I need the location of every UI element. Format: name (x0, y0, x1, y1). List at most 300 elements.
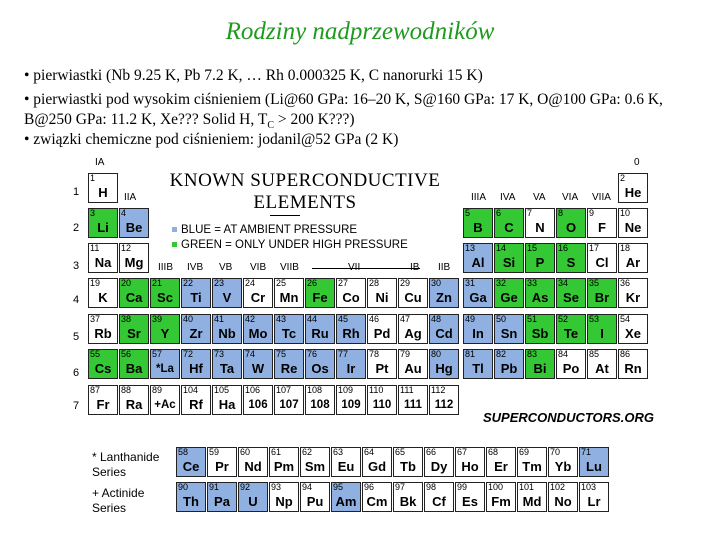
atomic-number: 35 (589, 278, 600, 288)
atomic-number: 15 (527, 243, 538, 253)
element-cell (336, 314, 366, 344)
element-symbol: Pt (375, 361, 389, 376)
element-cell (579, 447, 609, 477)
element-symbol: Mg (124, 255, 144, 270)
bullet-high-pressure: • pierwiastki pod wysokim ciśnieniem (Li@60 GPa: 16–20 K, S@160 GPa: 17 K, O@100 GPa: 0.6 K, B@250 GPa: 11.2 K, Xe??? Solid H, $T_C > 200$ K???) (24, 91, 663, 132)
element-symbol: Gd (367, 459, 387, 474)
group-label: IIIA (471, 192, 487, 203)
element-cell (393, 447, 423, 477)
atomic-number: 9 (589, 208, 595, 218)
atomic-number: 111 (400, 385, 414, 395)
atomic-number: 28 (369, 278, 380, 288)
element-cell (150, 349, 180, 379)
element-symbol: W (251, 361, 265, 376)
atomic-number: 69 (519, 447, 530, 457)
element-symbol: Yb (554, 459, 572, 474)
atomic-number: 60 (240, 447, 251, 457)
element-symbol: Th (183, 494, 199, 509)
atomic-number: 31 (465, 278, 476, 288)
element-symbol: 106 (248, 399, 268, 411)
element-symbol: Na (94, 255, 112, 270)
group-label: VIIB (280, 262, 299, 273)
element-cell (362, 482, 392, 512)
group-label: IA (95, 157, 105, 168)
atomic-number: 58 (178, 447, 189, 457)
element-symbol: Se (563, 290, 579, 305)
element-symbol: V (222, 290, 232, 305)
element-cell (300, 482, 330, 512)
atomic-number: 27 (338, 278, 349, 288)
element-symbol: Nb (218, 326, 236, 341)
element-cell (243, 349, 273, 379)
group-label: IIB (438, 262, 451, 273)
element-symbol: Ti (190, 290, 202, 305)
element-cell (494, 278, 524, 308)
atomic-number: 97 (395, 482, 406, 492)
element-cell (486, 482, 516, 512)
element-cell (494, 349, 524, 379)
atomic-number: 71 (581, 447, 592, 457)
atomic-number: 51 (527, 314, 538, 324)
element-cell (556, 349, 586, 379)
element-cell (336, 349, 366, 379)
element-symbol: Os (311, 361, 329, 376)
element-symbol: Hg (435, 361, 453, 376)
atomic-number: 19 (90, 278, 101, 288)
element-cell (367, 278, 397, 308)
element-symbol: Es (462, 494, 478, 509)
element-symbol: S (566, 255, 576, 270)
element-symbol: Ni (375, 290, 389, 305)
element-symbol: Po (562, 361, 580, 376)
element-cell (494, 243, 524, 273)
element-cell (88, 314, 118, 344)
element-symbol: Ha (218, 397, 236, 412)
element-cell (274, 349, 304, 379)
element-symbol: O (565, 220, 577, 235)
element-cell (331, 482, 361, 512)
atomic-number: 25 (276, 278, 287, 288)
element-cell (424, 447, 454, 477)
element-symbol: Ga (469, 290, 487, 305)
group-label: VIA (562, 192, 579, 203)
element-symbol: In (472, 326, 484, 341)
element-cell (579, 482, 609, 512)
element-cell (548, 447, 578, 477)
element-cell (618, 349, 648, 379)
element-cell (556, 208, 586, 238)
atomic-number: 38 (121, 314, 132, 324)
element-cell (88, 278, 118, 308)
period-number: 3 (73, 260, 80, 272)
atomic-number: 76 (307, 349, 318, 359)
element-cell (88, 243, 118, 273)
atomic-number: 67 (457, 447, 468, 457)
atomic-number: 22 (183, 278, 194, 288)
element-symbol: Cl (595, 255, 609, 270)
element-symbol: Sc (157, 290, 173, 305)
element-symbol: Cm (366, 494, 388, 509)
element-cell (119, 243, 149, 273)
element-cell (88, 173, 118, 203)
atomic-number: 82 (496, 349, 507, 359)
atomic-number: 55 (90, 349, 101, 359)
atomic-number: 70 (550, 447, 561, 457)
atomic-number: 8 (558, 208, 564, 218)
atomic-number: 112 (431, 385, 446, 395)
element-symbol: Te (563, 326, 579, 341)
element-cell (119, 349, 149, 379)
element-symbol: N (535, 220, 545, 235)
element-cell (587, 208, 617, 238)
atomic-number: 108 (307, 385, 323, 395)
element-symbol: Al (471, 255, 485, 270)
element-symbol: Nd (244, 459, 262, 474)
element-symbol: As (531, 290, 549, 305)
element-symbol: Pd (373, 326, 391, 341)
element-symbol: Pr (215, 459, 229, 474)
atomic-number: 1 (90, 173, 96, 183)
element-symbol: K (98, 290, 108, 305)
element-cell (463, 208, 493, 238)
element-symbol: Zn (436, 290, 452, 305)
element-symbol: Co (342, 290, 360, 305)
atomic-number: 50 (496, 314, 507, 324)
legend-blue-swatch (172, 227, 177, 232)
atomic-number: 36 (620, 278, 631, 288)
element-cell (517, 482, 547, 512)
element-cell (119, 208, 149, 238)
element-cell (463, 314, 493, 344)
group-label: IVA (500, 192, 516, 203)
atomic-number: 44 (307, 314, 318, 324)
atomic-number: 88 (121, 385, 132, 395)
element-cell (238, 482, 268, 512)
atomic-number: 59 (209, 447, 220, 457)
element-symbol: Ra (125, 397, 143, 412)
atomic-number: 92 (240, 482, 251, 492)
element-symbol: I (600, 326, 604, 341)
atomic-number: 61 (271, 447, 282, 457)
element-symbol: Cu (404, 290, 422, 305)
atomic-number: 34 (558, 278, 569, 288)
element-cell (424, 482, 454, 512)
element-symbol: Li (97, 220, 109, 235)
element-cell (88, 385, 118, 415)
atomic-number: 29 (400, 278, 411, 288)
atomic-number: 83 (527, 349, 538, 359)
group-label: IVB (187, 262, 204, 273)
atomic-number: 99 (457, 482, 468, 492)
element-symbol: He (624, 185, 642, 200)
element-symbol: Lu (586, 459, 602, 474)
element-cell (486, 447, 516, 477)
element-cell (548, 482, 578, 512)
element-cell (207, 447, 237, 477)
element-symbol: 109 (341, 399, 361, 411)
atomic-number: 75 (276, 349, 287, 359)
atomic-number: 37 (90, 314, 101, 324)
atomic-number: 103 (581, 482, 597, 492)
element-cell (119, 314, 149, 344)
atomic-number: 79 (400, 349, 411, 359)
element-cell (88, 349, 118, 379)
group-label: VIIA (592, 192, 611, 203)
element-cell (150, 385, 180, 415)
atomic-number: 102 (550, 482, 566, 492)
element-cell (517, 447, 547, 477)
atomic-number: 17 (589, 243, 600, 253)
element-cell (398, 385, 428, 415)
atomic-number: 45 (338, 314, 349, 324)
element-cell (463, 278, 493, 308)
atomic-number: 68 (488, 447, 499, 457)
atomic-number: 98 (426, 482, 437, 492)
element-cell (494, 314, 524, 344)
element-symbol: Ta (219, 361, 235, 376)
element-cell (429, 314, 459, 344)
element-cell (398, 278, 428, 308)
element-symbol: C (504, 220, 514, 235)
atomic-number: 96 (364, 482, 375, 492)
atomic-number: 41 (214, 314, 225, 324)
atomic-number: 48 (431, 314, 442, 324)
element-symbol: Br (594, 290, 610, 305)
element-cell (618, 243, 648, 273)
group-label: VA (533, 192, 546, 203)
group-label: IIA (124, 192, 137, 203)
element-cell (398, 349, 428, 379)
element-symbol: Ag (404, 326, 422, 341)
element-symbol: B (473, 220, 483, 235)
legend-green (172, 239, 408, 251)
element-cell (336, 278, 366, 308)
atomic-number: 74 (245, 349, 256, 359)
element-cell (305, 278, 335, 308)
element-cell (455, 447, 485, 477)
atomic-number: 20 (121, 278, 132, 288)
element-cell (243, 314, 273, 344)
element-symbol: 108 (310, 399, 330, 411)
element-cell (556, 314, 586, 344)
bullet-compounds: • związki chemiczne pod ciśnieniem: jodanil@52 GPa (2 K) (24, 131, 399, 148)
element-symbol: Pa (214, 494, 230, 509)
atomic-number: 77 (338, 349, 349, 359)
element-cell (274, 385, 304, 415)
element-symbol: Au (404, 361, 422, 376)
atomic-number: 11 (90, 243, 100, 253)
element-cell (618, 314, 648, 344)
element-cell (207, 482, 237, 512)
element-cell (238, 447, 268, 477)
atomic-number: 30 (431, 278, 442, 288)
atomic-number: 2 (620, 173, 626, 183)
element-symbol: Y (160, 326, 170, 341)
element-cell (212, 349, 242, 379)
element-symbol: Pu (306, 494, 324, 509)
element-symbol: Fr (96, 397, 110, 412)
element-cell (305, 385, 335, 415)
element-symbol: Am (335, 494, 357, 509)
legend-blue-text: BLUE = AT AMBIENT PRESSURE (181, 224, 358, 236)
element-symbol: Be (125, 220, 143, 235)
table-heading-line2: ELEMENTS (253, 192, 357, 213)
element-cell (181, 278, 211, 308)
element-symbol: Ge (500, 290, 518, 305)
period-number: 7 (73, 400, 80, 412)
element-symbol: Rb (94, 326, 112, 341)
atomic-number: 100 (488, 482, 504, 492)
atomic-number: 16 (558, 243, 569, 253)
period-number: 2 (73, 222, 80, 234)
element-cell (618, 278, 648, 308)
element-symbol: Re (280, 361, 298, 376)
atomic-number: 106 (245, 385, 261, 395)
element-cell (587, 314, 617, 344)
atomic-number: 93 (271, 482, 282, 492)
element-cell (429, 349, 459, 379)
element-cell (274, 314, 304, 344)
element-symbol: Mn (279, 290, 299, 305)
element-symbol: Cf (432, 494, 446, 509)
element-cell (269, 447, 299, 477)
element-symbol: Kr (625, 290, 641, 305)
element-cell (362, 447, 392, 477)
element-symbol: Lr (587, 494, 601, 509)
lanthanide-label: * Lanthanide Series (92, 450, 160, 479)
element-symbol: Si (502, 255, 516, 270)
element-cell (150, 314, 180, 344)
table-heading-line1: KNOWN SUPERCONDUCTIVE (169, 170, 441, 191)
atomic-number: 109 (338, 385, 354, 395)
element-symbol: Hf (189, 361, 203, 376)
element-cell (367, 385, 397, 415)
element-symbol: Sm (304, 459, 326, 474)
element-symbol: Zr (189, 326, 203, 341)
atomic-number: 43 (276, 314, 287, 324)
atomic-number: 23 (214, 278, 225, 288)
element-symbol: Tc (281, 326, 297, 341)
element-symbol: No (554, 494, 572, 509)
element-symbol: 107 (279, 399, 299, 411)
group-label: VIB (250, 262, 267, 273)
atomic-number: 87 (90, 385, 101, 395)
element-symbol: Eu (337, 459, 355, 474)
element-symbol: At (595, 361, 609, 376)
element-symbol: Ir (346, 361, 356, 376)
element-symbol: H (98, 185, 108, 200)
element-cell (119, 385, 149, 415)
element-symbol: Ar (625, 255, 641, 270)
atomic-number: 101 (519, 482, 535, 492)
element-symbol: Cs (94, 361, 112, 376)
element-cell (305, 349, 335, 379)
element-cell (455, 482, 485, 512)
atomic-number: 33 (527, 278, 538, 288)
atomic-number: 46 (369, 314, 380, 324)
atomic-number: 32 (496, 278, 507, 288)
atomic-number: 63 (333, 447, 344, 457)
element-cell (463, 349, 493, 379)
element-cell (331, 447, 361, 477)
atomic-number: 85 (589, 349, 600, 359)
element-symbol: Md (522, 494, 542, 509)
element-cell (212, 385, 242, 415)
element-symbol: 111 (404, 399, 422, 411)
period-number: 4 (73, 294, 80, 306)
element-symbol: P (535, 255, 545, 270)
atomic-number: 6 (496, 208, 502, 218)
element-cell (181, 314, 211, 344)
atomic-number: 12 (121, 243, 132, 253)
atomic-number: 47 (400, 314, 411, 324)
atomic-number: 40 (183, 314, 194, 324)
atomic-number: 78 (369, 349, 380, 359)
element-cell (300, 447, 330, 477)
element-symbol: U (248, 494, 258, 509)
element-symbol: Sn (500, 326, 518, 341)
legend-green-swatch (172, 242, 177, 247)
element-cell (525, 243, 555, 273)
element-cell (587, 278, 617, 308)
atomic-number: 84 (558, 349, 569, 359)
element-symbol: Tl (472, 361, 484, 376)
element-cell (212, 314, 242, 344)
element-cell (398, 314, 428, 344)
element-cell (274, 278, 304, 308)
element-symbol: Ce (182, 459, 200, 474)
atomic-number: 52 (558, 314, 569, 324)
element-symbol: *La (156, 363, 174, 375)
group-label: 0 (634, 157, 640, 168)
element-symbol: Tm (522, 459, 542, 474)
atomic-number: 10 (620, 208, 631, 218)
atomic-number: 104 (183, 385, 199, 395)
atomic-number: 105 (214, 385, 230, 395)
atomic-number: 86 (620, 349, 631, 359)
atomic-number: 94 (302, 482, 313, 492)
element-cell (494, 208, 524, 238)
bullet-elements: • pierwiastki (Nb 9.25 K, Pb 7.2 K, … Rh 0.000325 K, C nanorurki 15 K) (24, 67, 483, 84)
legend-green-text: GREEN = ONLY UNDER HIGH PRESSURE (181, 239, 408, 251)
element-cell (269, 482, 299, 512)
atomic-number: 57 (152, 349, 163, 359)
element-symbol: Pm (273, 459, 295, 474)
atomic-number: 89 (152, 385, 163, 395)
element-symbol: Pb (500, 361, 518, 376)
element-cell (525, 349, 555, 379)
element-symbol: Cr (250, 290, 266, 305)
element-cell (618, 208, 648, 238)
element-symbol: Er (494, 459, 508, 474)
heading-underline (270, 215, 300, 216)
atomic-number: 65 (395, 447, 406, 457)
atomic-number: 81 (465, 349, 476, 359)
element-cell (336, 385, 366, 415)
atomic-number: 49 (465, 314, 476, 324)
atomic-number: 95 (333, 482, 344, 492)
period-number: 1 (73, 186, 80, 198)
element-cell (176, 447, 206, 477)
atomic-number: 7 (527, 208, 533, 218)
element-cell (463, 243, 493, 273)
element-cell (393, 482, 423, 512)
slide-title: Rodziny nadprzewodników (225, 18, 495, 45)
element-cell (150, 278, 180, 308)
atomic-number: 3 (90, 208, 96, 218)
atomic-number: 56 (121, 349, 132, 359)
element-cell (367, 314, 397, 344)
